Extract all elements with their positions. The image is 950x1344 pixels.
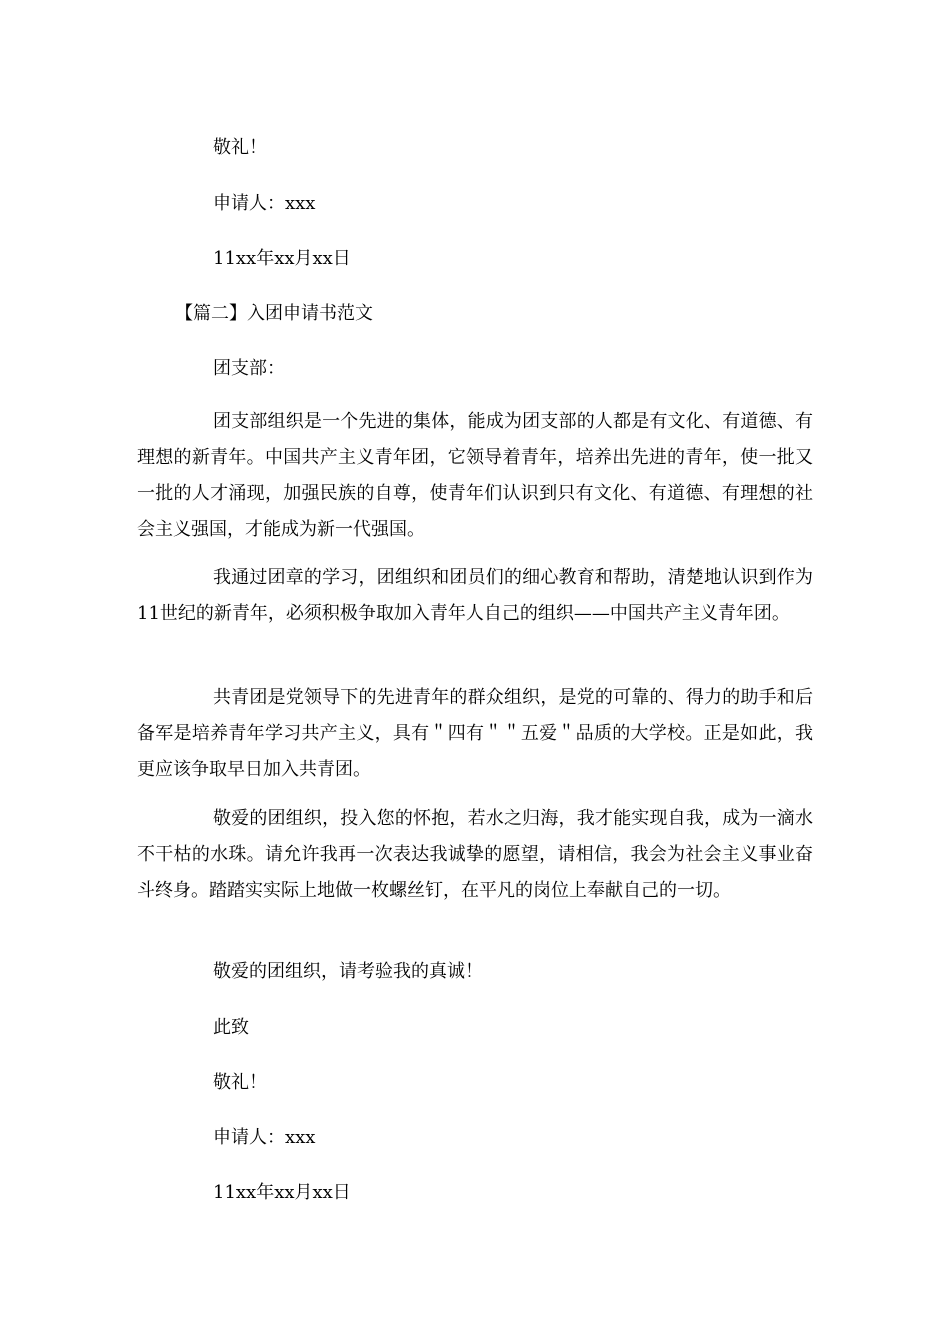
body-paragraph-3: 共青团是党领导下的先进青年的群众组织，是党的可靠的、得力的助手和后备军是培养青年学习共产主义，具有＂四有＂＂五爱＂品质的大学校。正是如此，我更应该争取早日加入共青团。 [137,687,813,780]
top-applicant: 申请人：xxx [213,193,316,214]
closing-line: 敬爱的团组织，请考验我的真诚！ [213,961,483,982]
section-heading: 【篇二】入团申请书范文 [175,303,373,324]
body-paragraph-2: 我通过团章的学习，团组织和团员们的细心教育和帮助，清楚地认识到作为11世纪的新青年，必须积极争取加入青年人自己的组织——中国共产主义青年团。 [137,567,813,624]
bottom-date: 11xx年xx月xx日 [213,1182,351,1203]
top-date: 11xx年xx月xx日 [213,248,351,269]
addressee: 团支部： [213,358,285,379]
bottom-applicant: 申请人：xxx [213,1127,316,1148]
cizhi: 此致 [213,1017,249,1038]
body-paragraph-1: 团支部组织是一个先进的集体，能成为团支部的人都是有文化、有道德、有理想的新青年。中国共产主义青年团，它领导着青年，培养出先进的青年，使一批又一批的人才涌现，加强民族的自尊，使青年们认识到只有文化、有道德、有理想的社会主义强国，才能成为新一代强国。 [137,411,813,540]
body-paragraph-4: 敬爱的团组织，投入您的怀抱，若水之归海，我才能实现自我，成为一滴水不干枯的水珠。请允许我再一次表达我诚挚的愿望，请相信，我会为社会主义事业奋斗终身。踏踏实实际上地做一枚螺丝钉，在平凡的岗位上奉献自己的一切。 [137,808,813,901]
top-salute: 敬礼！ [213,137,267,158]
bottom-salute: 敬礼！ [213,1072,267,1093]
